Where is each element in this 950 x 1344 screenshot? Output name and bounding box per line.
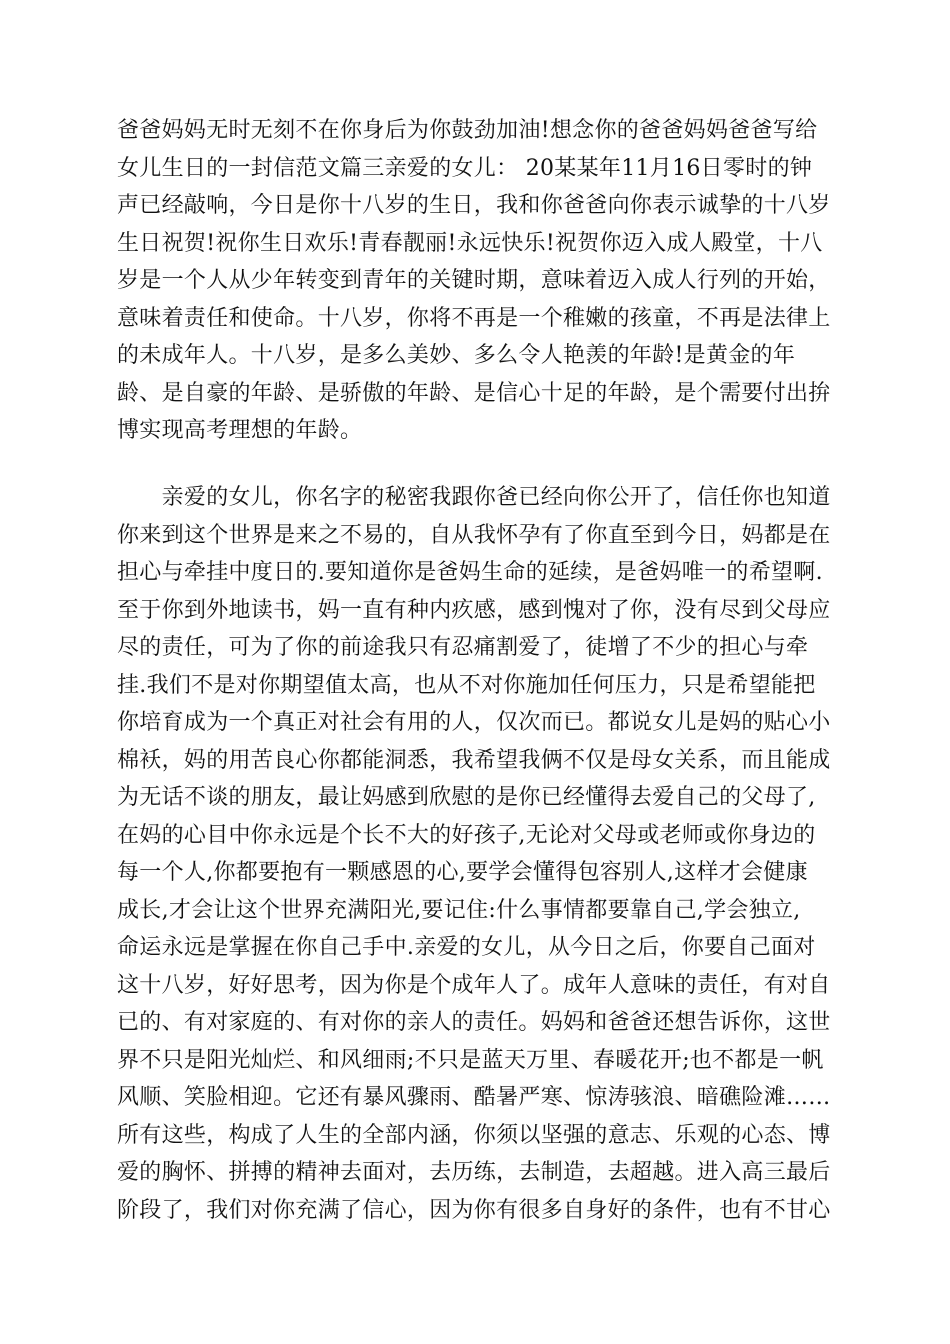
text-line: 挂.我们不是对你期望值太高，也从不对你施加任何压力，只是希望能把: [117, 672, 816, 698]
text-line: 至于你到外地读书，妈一直有种内疚感，感到愧对了你，没有尽到父母应: [117, 597, 831, 623]
text-line: 阶段了，我们对你充满了信心，因为你有很多自身好的条件，也有不甘心: [117, 1197, 831, 1223]
text-line: 亲爱的女儿，你名字的秘密我跟你爸已经向你公开了，信任你也知道: [117, 485, 831, 510]
text-line: 你来到这个世界是来之不易的，自从我怀孕有了你直至到今日，妈都是在: [117, 522, 831, 548]
paragraph-2: [117, 479, 837, 1229]
text-line: 龄、是自豪的年龄、是骄傲的年龄、是信心十足的年龄，是个需要付出拚: [117, 380, 831, 406]
text-line: 博实现高考理想的年龄。: [117, 418, 363, 443]
text-line: 成长,才会让这个世界充满阳光,要记住:什么事情都要靠自己,学会独立,: [117, 897, 801, 923]
text-line: 岁是一个人从少年转变到青年的关键时期，意味着迈入成人行列的开始，: [117, 268, 831, 293]
paragraph-1: [117, 112, 837, 450]
text-line: 已的、有对家庭的、有对你的亲人的责任。妈妈和爸爸还想告诉你，这世: [117, 1010, 831, 1035]
text-line: 你培育成为一个真正对社会有用的人，仅次而已。都说女儿是妈的贴心小: [117, 710, 831, 735]
text-line: 的未成年人。十八岁，是多么美妙、多么令人艳羡的年龄!是黄金的年: [117, 343, 796, 368]
text-line: 命运永远是掌握在你自己手中.亲爱的女儿，从今日之后，你要自己面对: [117, 935, 816, 960]
text-line: 在妈的心目中你永远是个长不大的好孩子,无论对父母或老师或你身边的: [117, 822, 816, 848]
text-line: 棉袄，妈的用苦良心你都能洞悉，我希望我俩不仅是母女关系，而且能成: [117, 747, 831, 773]
text-line: 所有这些，构成了人生的全部内涵，你须以坚强的意志、乐观的心态、博: [117, 1122, 831, 1148]
text-line: 每一个人,你都要抱有一颗感恩的心,要学会懂得包容别人,这样才会健康: [117, 860, 808, 885]
text-line: 担心与牵挂中度日的.要知道你是爸妈生命的延续，是爸妈唯一的希望啊.: [117, 560, 823, 585]
text-line: 意味着责任和使命。十八岁，你将不再是一个稚嫩的孩童，不再是法律上: [117, 305, 831, 331]
text-line: 爱的胸怀、拼搏的精神去面对，去历练，去制造，去超越。进入高三最后: [117, 1160, 831, 1185]
text-line: 这十八岁，好好思考，因为你是个成年人了。成年人意味的责任，有对自: [117, 972, 831, 998]
text-line: 生日祝贺!祝你生日欢乐!青春靓丽!永远快乐!祝贺你迈入成人殿堂，十八: [117, 230, 823, 256]
text-line: 声已经敲响，今日是你十八岁的生日，我和你爸爸向你表示诚挚的十八岁: [117, 193, 831, 218]
text-line: 尽的责任，可为了你的前途我只有忍痛割爱了，徒增了不少的担心与牵: [117, 635, 809, 660]
text-line: 为无话不谈的朋友，最让妈感到欣慰的是你已经懂得去爱自己的父母了,: [117, 785, 816, 810]
text-line: 界不只是阳光灿烂、和风细雨;不只是蓝天万里、春暖花开;也不都是一帆: [117, 1047, 824, 1073]
text-line: 女儿生日的一封信范文篇三亲爱的女儿： 20某某年11月16日零时的钟: [117, 155, 813, 181]
text-line: 风顺、笑脸相迎。它还有暴风骤雨、酷暑严寒、惊涛骇浪、暗礁险滩……: [117, 1085, 831, 1110]
text-line: 爸爸妈妈无时无刻不在你身后为你鼓劲加油!想念你的爸爸妈妈爸爸写给: [117, 118, 818, 143]
